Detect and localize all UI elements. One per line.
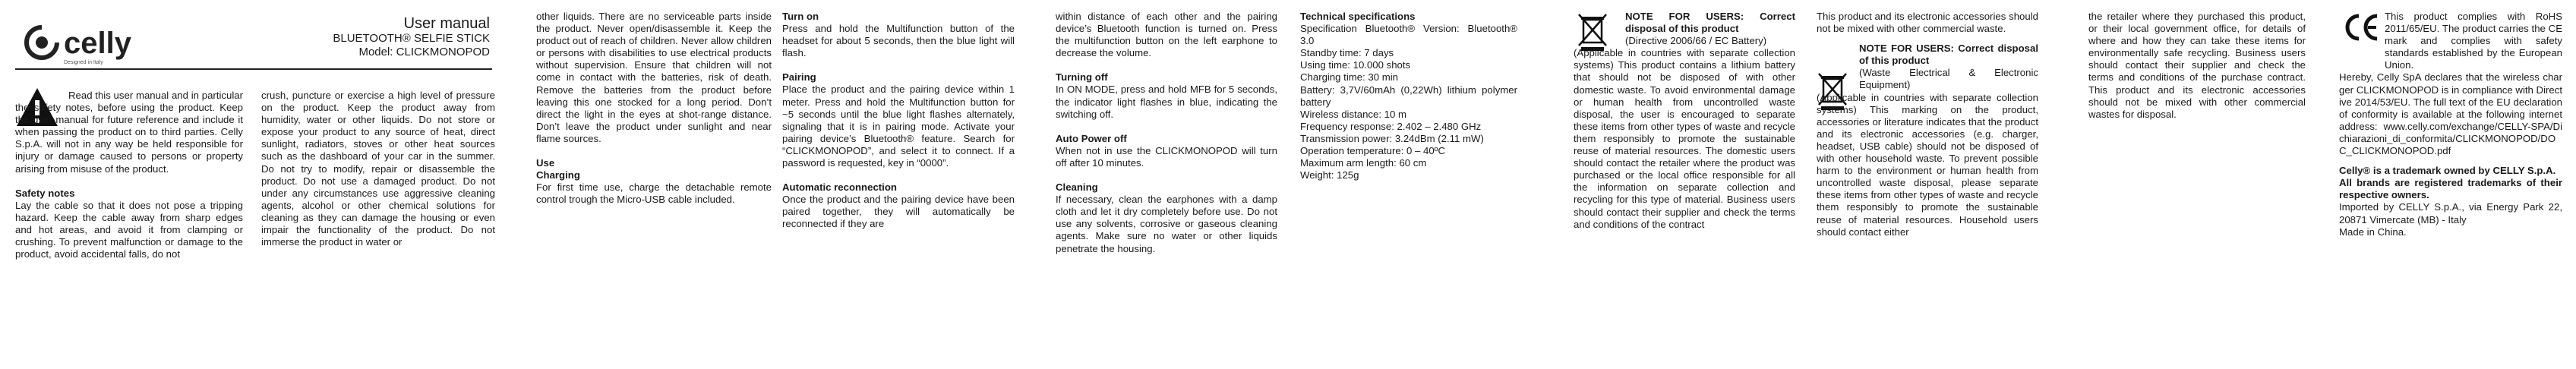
column-9	[2088, 11, 2306, 121]
spec-item: Using time: 10.000 shots	[1300, 59, 1411, 71]
spec-item: Charging time: 30 min	[1300, 71, 1399, 84]
spec-item: Maximum arm length: 60 cm	[1300, 157, 1427, 169]
auto-reconnect-text: Once the product and the pairing device have been paired together, they will automatically be reconnected if they are	[782, 194, 1015, 230]
column-3	[536, 11, 772, 206]
made-in-text: Made in China.	[2339, 226, 2407, 238]
trademark-text: Celly® is a trademark owned by CELLY S.p.A.	[2339, 165, 2556, 177]
cleaning-title: Cleaning	[1056, 181, 1098, 194]
spec-item: Transmission power: 3.24dBm (2.11 mW)	[1300, 132, 1484, 144]
spec-item: Standby time: 7 days	[1300, 47, 1394, 59]
charging-text: For first time use, charge the detachable remote control trough the Micro-USB cable included.	[536, 181, 772, 206]
spec-item: Frequency response: 2.402 – 2.480 GHz	[1300, 120, 1482, 132]
column-4	[782, 11, 1015, 231]
brand-tagline: Designed in Italy	[64, 60, 103, 65]
manual-header	[319, 15, 490, 59]
spec-item: Specification Bluetooth® Version: Bluetooth® 3.0	[1300, 23, 1517, 47]
charging-title: Charging	[536, 169, 580, 181]
pairing-title: Pairing	[782, 71, 816, 84]
col8-text: This product and its electronic accessories should not be mixed with other commercial waste.	[1817, 11, 2038, 35]
col5-text: within distance of each other and the pairing device’s Bluetooth function is turned on. Press the multifunction button on the left earphone to decrease the volume.	[1056, 11, 1277, 59]
brand-name: celly	[64, 27, 131, 60]
header-divider	[15, 68, 492, 70]
column-1	[15, 90, 243, 260]
auto-reconnect-title: Automatic reconnection	[782, 181, 897, 194]
safety-notes-text: Lay the cable so that it does not pose a tripping hazard. Keep the cable away from sharp edges and hot areas, and avoid it from clamping or crushing. To prevent malfunction or damage to the product, avoid accidental falls, do not	[15, 199, 243, 260]
column-7	[1574, 11, 1795, 231]
spec-item: Weight: 125g	[1300, 169, 1359, 181]
rohs-ce-text: This product complies with RoHS 2011/65/EU. The product carries the CE mark and complies with safety standards established by the European Union.	[2385, 11, 2562, 71]
col3-text: other liquids. There are no serviceable parts inside the product. Never open/disassemble it. Keep the product out of reach of children. Never allow children or persons with disabilities to use electrical products without supervision. Ensure that children will not come in contact with the batteries, risk of death. Remove the batteries from the product before leaving this one stocked for a long period. Don’t direct the light in the eyes at shot-range distance. Don’t leave the product under sunlight and near flame sources.	[536, 11, 772, 144]
celly-logo	[17, 20, 138, 70]
safety-notes-title: Safety notes	[15, 187, 75, 199]
weee-disposal-title: NOTE FOR USERS: Correct disposal of this product	[1859, 43, 2038, 67]
weee-disposal-text: (Applicable in countries with separate collection systems) This marking on the product, accessories or literature indicates that the product and its electronic accessories (e.g. charger, headset, USB cable) should not be disposed of with other household waste. To prevent possible harm to the environment or human health from uncontrolled waste disposal, please separate these items from other types of waste and recycle them responsibly to promote the sustainable reuse of material resources. Household users should contact either	[1817, 91, 2038, 238]
weee-directive: (Waste Electrical & Electronic Equipment)	[1859, 67, 2038, 91]
intro-text: Read this user manual and in particular the safety notes, before using the product. Keep the user manual for future reference and include it when passing the product on to third parties. Celly S.p.A. will not in any way be held responsible for injury or damage caused to persons or property arising from misuse of the product.	[15, 90, 243, 175]
spec-item: Wireless distance: 10 m	[1300, 108, 1406, 120]
pairing-text: Place the product and the pairing device within 1 meter. Press and hold the Multifunction button for ~5 seconds until the blue light flashes alternately, signaling that it is in pairing mode. Activate your pairing device’s Bluetooth® feature. Search for “CLICKMONOPOD”, and select it to connect. If a password is requested, key in “0000”.	[782, 84, 1015, 169]
battery-disposal-title: NOTE FOR USERS: Correct disposal of this product	[1625, 11, 1795, 35]
column-5	[1056, 11, 1277, 255]
use-title: Use	[536, 157, 555, 169]
tech-specs-list	[1300, 23, 1517, 181]
tech-specs-title: Technical specifications	[1300, 11, 1416, 22]
turn-on-title: Turn on	[782, 11, 819, 22]
importer-text: Imported by CELLY S.p.A., via Energy Park 22, 20871 Vimercate (MB) - Italy	[2339, 201, 2562, 226]
model-name: Model: CLICKMONOPOD	[358, 46, 490, 58]
turn-on-text: Press and hold the Multifunction button of the headset for about 5 seconds, then the blue light will flash.	[782, 23, 1015, 59]
spec-item: Battery: 3,7V/60mAh (0,22Wh) lithium polymer battery	[1300, 84, 1517, 108]
turning-off-text: In ON MODE, press and hold MFB for 5 seconds, the indicator light flashes in blue, indicating the switching off.	[1056, 84, 1277, 120]
battery-disposal-text: (Applicable in countries with separate collection systems) This product contains a lithium battery that should not be disposed of with other domestic waste. To avoid environmental damage or human health from uncontrolled waste disposal, the user is encouraged to separate these items from other types of waste and recycle them responsibly to promote the sustainable reuse of material resources. The domestic users should contact the retailer where the product was purchased or the local office responsible for all the information on separate collection and recycling for this type of material. Business users should contact their supplier and check the terms and conditions of the contract	[1574, 47, 1795, 230]
column-8	[1817, 11, 2038, 238]
col9-text: the retailer where they purchased this product, or their local government office, for details of where and how they can take these items for environmentally safe recycling. Business users should contact their supplier and check the terms and conditions of the purchase contract. This product and its electronic accessories should not be mixed with other commercial wastes for disposal.	[2088, 11, 2306, 120]
manual-title: User manual	[403, 15, 490, 32]
column-10	[2339, 11, 2562, 238]
battery-directive: (Directive 2006/66 / EC Battery)	[1625, 35, 1767, 47]
auto-power-off-text: When not in use the CLICKMONOPOD will turn off after 10 minutes.	[1056, 144, 1277, 169]
cleaning-text: If necessary, clean the earphones with a damp cloth and let it dry completely before use. Do not use any solvents, corrosive or gaseous cleaning agents. Make sure no water or other liquids penetrate the housing.	[1056, 194, 1277, 254]
product-name: BLUETOOTH® SELFIE STICK	[333, 32, 490, 45]
spec-item: Operation temperature: 0 – 40ºC	[1300, 145, 1446, 157]
col2-text: crush, puncture or exercise a high level of pressure on the product. Keep the product away from humidity, water or other liquids. Do not store or expose your product to any source of heat, direct sunlight, radiators, stoves or other heat sources such as the dashboard of your car in the summer. Do not try to modify, repair or disassemble the product. Do not use a damaged product. Do not under any circumstances use aggressive cleaning agents, alcohol or other chemical solutions for cleaning as they can damage the housing or even impair the functionality of the product. Do not immerse the product in water or	[261, 90, 495, 248]
column-6	[1300, 11, 1517, 181]
declaration-text: Hereby, Celly SpA declares that the wireless charger CLICKMONOPOD is in compliance with Directive 2014/53/EU. The full text of the EU declaration of conformity is available at the following internet address: www.celly.com/exchange/CELLY-SPA/Dichiarazioni_di_conformita/CLICKMONOPOD/DOC_CLICKMONOPOD.pdf	[2339, 71, 2562, 157]
trademarks-rights: All brands are registered trademarks of their respective owners.	[2339, 177, 2562, 201]
auto-power-off-title: Auto Power off	[1056, 132, 1127, 144]
turning-off-title: Turning off	[1056, 71, 1108, 84]
column-2	[261, 90, 495, 248]
